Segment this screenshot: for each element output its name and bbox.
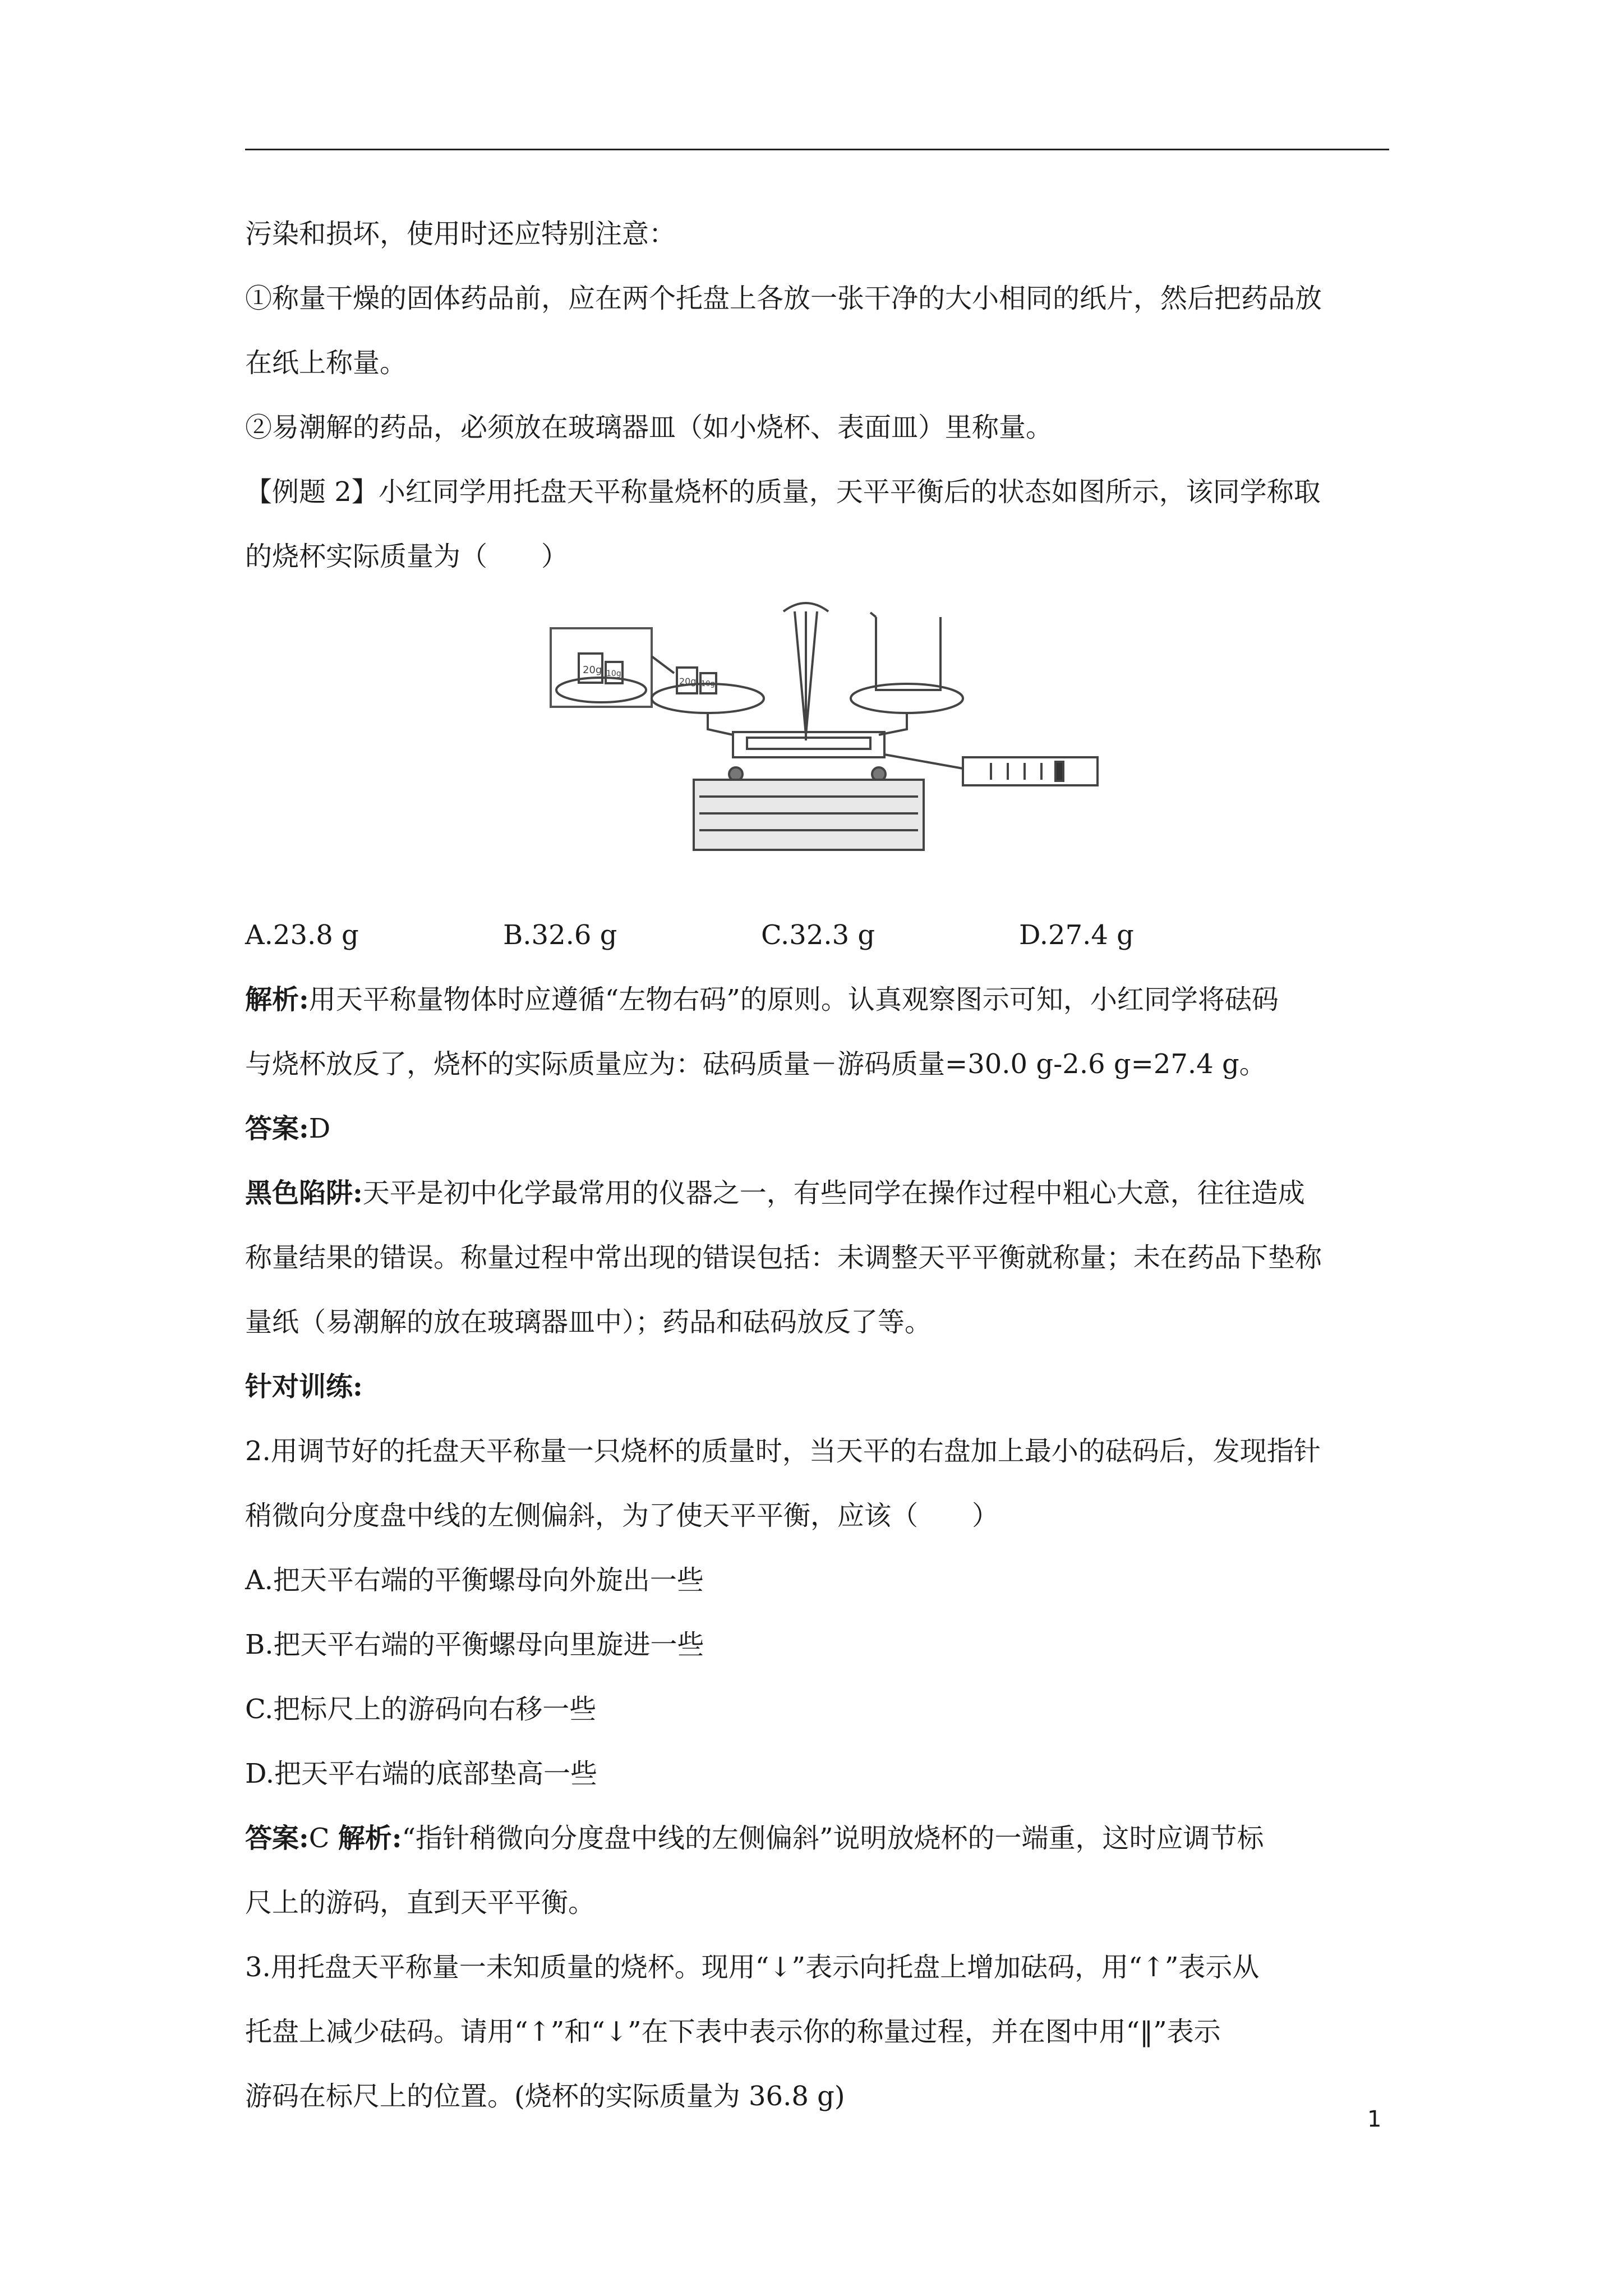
- analysis-line: [245, 968, 1389, 1032]
- question-3-line: 游码在标尺上的位置。(烧杯的实际质量为 36.8 g): [245, 2081, 845, 2112]
- question-2-option: A.把天平右端的平衡螺母向外旋出一些: [245, 1565, 704, 1596]
- balance-figure: [245, 589, 1389, 903]
- page-content: [245, 202, 1389, 2129]
- analysis-label: 解析:: [245, 984, 309, 1015]
- practice-heading: 针对训练:: [245, 1371, 363, 1402]
- pan-weight-label: 20g: [679, 676, 697, 687]
- question-3-line: 托盘上减少砝码。请用“↑”和“↓”在下表中表示你的称量过程，并在图中用“‖”表示: [245, 2016, 1221, 2047]
- analysis-label: 解析:: [338, 1823, 402, 1854]
- text-line: 在纸上称量。: [245, 347, 407, 379]
- option-c: C.32.3 g: [761, 919, 875, 951]
- answer-label: 答案:: [245, 1113, 309, 1144]
- text-line: ①称量干燥的固体药品前，应在两个托盘上各放一张干净的大小相同的纸片，然后把药品放: [245, 283, 1322, 314]
- answer-line: [245, 1097, 1389, 1161]
- header-rule: [245, 149, 1389, 150]
- option-a: A.23.8 g: [245, 919, 359, 951]
- example-question-line: 的烧杯实际质量为（ ）: [245, 541, 569, 572]
- question-2-option: D.把天平右端的底部垫高一些: [245, 1758, 598, 1789]
- analysis-text: 用天平称量物体时应遵循“左物右码”的原则。认真观察图示可知，小红同学将砝码: [308, 984, 1279, 1015]
- text-line: 污染和损坏，使用时还应特别注意：: [245, 218, 676, 250]
- question-2-answer-line: [245, 1806, 1389, 1871]
- option-b: B.32.6 g: [503, 919, 617, 951]
- question-2-line: 稍微向分度盘中线的左侧偏斜，为了使天平平衡，应该（ ）: [245, 1500, 999, 1531]
- answer-label: 答案:: [245, 1823, 309, 1854]
- analysis-line: 与烧杯放反了，烧杯的实际质量应为：砝码质量－游码质量=30.0 g-2.6 g=27.4 g。: [245, 1048, 1266, 1080]
- option-d: D.27.4 g: [1019, 919, 1134, 951]
- answer-value: C: [308, 1823, 330, 1854]
- trap-line: 量纸（易潮解的放在玻璃器皿中）；药品和砝码放反了等。: [245, 1306, 932, 1338]
- question-2-line: 2.用调节好的托盘天平称量一只烧杯的质量时，当天平的右盘加上最小的砝码后，发现指针: [245, 1435, 1321, 1467]
- example-question-line: 【例题 2】小红同学用托盘天平称量烧杯的质量，天平平衡后的状态如图所示，该同学称取: [245, 476, 1321, 508]
- answer-value: D: [308, 1113, 331, 1144]
- inset-weight-label: 10g: [606, 669, 621, 678]
- trap-line: 称量结果的错误。称量过程中常出现的错误包括：未调整天平平衡就称量；未在药品下垫称: [245, 1242, 1322, 1273]
- analysis-text: “指针稍微向分度盘中线的左侧偏斜”说明放烧杯的一端重，这时应调节标: [402, 1823, 1264, 1854]
- page-number: 1: [1367, 2106, 1382, 2132]
- trap-label: 黑色陷阱:: [245, 1177, 363, 1209]
- trap-text: 天平是初中化学最常用的仪器之一，有些同学在操作过程中粗心大意，往往造成: [362, 1177, 1305, 1209]
- question-3-line: 3.用托盘天平称量一未知质量的烧杯。现用“↓”表示向托盘上增加砝码，用“↑”表示从: [245, 1952, 1260, 1983]
- question-2-option: C.把标尺上的游码向右移一些: [245, 1694, 597, 1725]
- text-line: ②易潮解的药品，必须放在玻璃器皿（如小烧杯、表面皿）里称量。: [245, 412, 1053, 443]
- trap-line: [245, 1161, 1389, 1226]
- pan-weight-label: 10g: [701, 680, 715, 688]
- question-2-answer-line: 尺上的游码，直到天平平衡。: [245, 1887, 596, 1918]
- example-options: [245, 903, 1389, 968]
- inset-weight-label: 20g: [583, 664, 602, 676]
- balance-illustration: [548, 595, 1120, 886]
- question-2-option: B.把天平右端的平衡螺母向里旋进一些: [245, 1629, 704, 1660]
